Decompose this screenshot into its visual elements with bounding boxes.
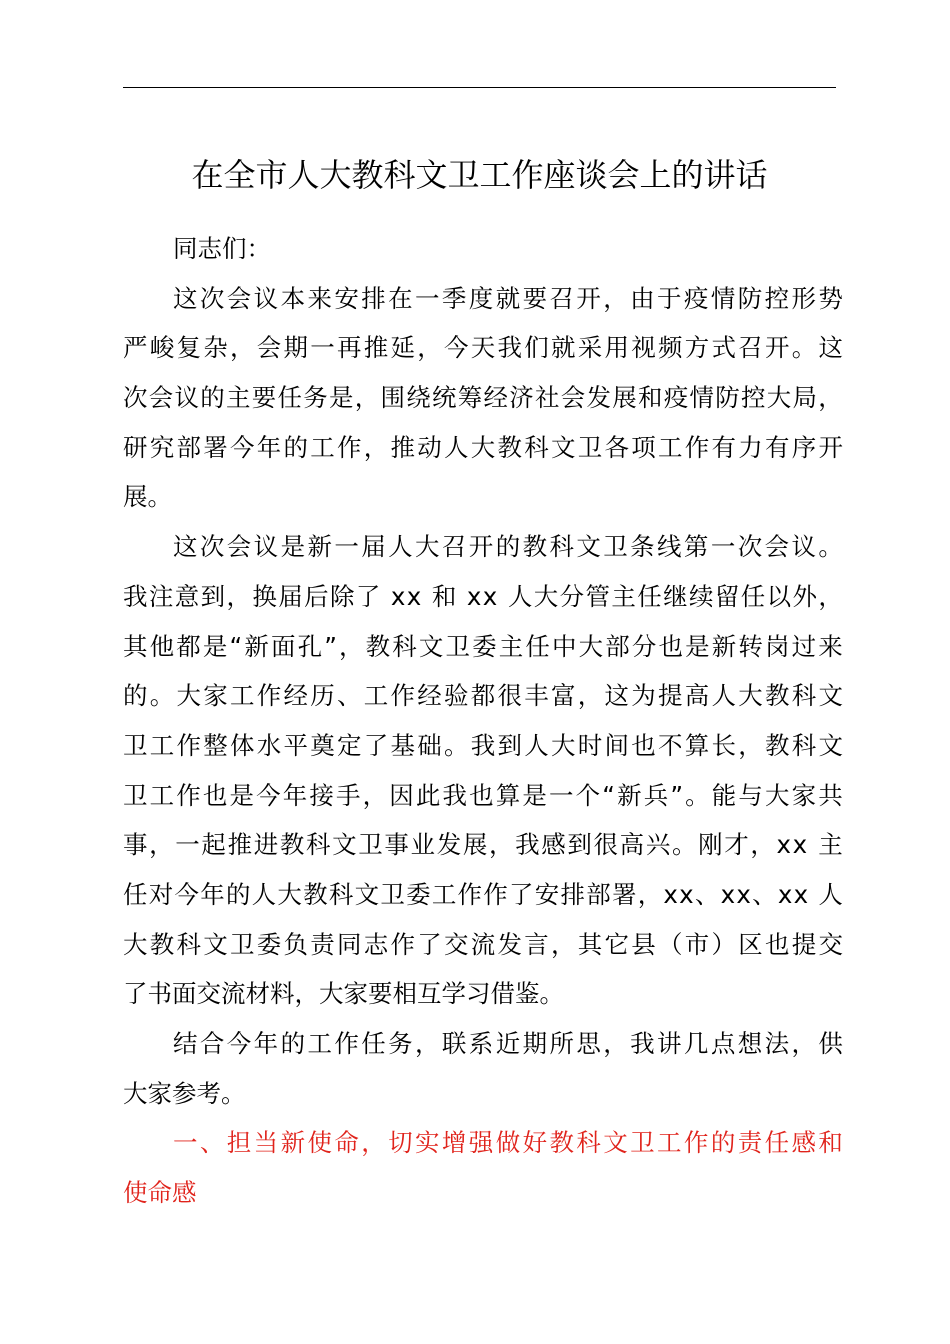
paragraph-line: 次 会 议 的 主 要 任 务 是 ， 围 绕 统 筹 经 济 社 会 发 展 和 疫 情 防 控 大 局 ，: [123, 383, 843, 413]
section-heading-line: 一 、 担 当 新 使 命 ， 切 实 增 强 做 好 教 科 文 卫 工 作 的 责 任 感 和: [173, 1128, 843, 1158]
paragraph-line: 卫 工 作 也 是 今 年 接 手 ， 因 此 我 也 算 是 一 个 “ 新 兵 ” 。 能 与 大 家 共: [123, 780, 843, 810]
paragraph-2: [123, 522, 843, 1019]
section-heading-line: 使命感: [123, 1178, 197, 1208]
document-title: 在全市人大教科文卫工作座谈会上的讲话: [191, 156, 768, 194]
paragraph-line: 这 次 会 议 是 新 一 届 人 大 召 开 的 教 科 文 卫 条 线 第 一 次 会 议 。: [173, 532, 843, 562]
paragraph-line: 大家参考。: [123, 1078, 246, 1108]
paragraph-line: 了书面交流材料，大家要相互学习借鉴。: [123, 979, 564, 1009]
paragraph-line: 展。: [123, 482, 172, 512]
paragraph-line: 结 合 今 年 的 工 作 任 务 ， 联 系 近 期 所 思 ， 我 讲 几 点 想 法 ， 供: [173, 1029, 843, 1058]
paragraph-1: [123, 274, 843, 522]
header-rule: [123, 87, 836, 88]
paragraph-line: 我 注 意 到 ， 换 届 后 除 了 x x 和 x x 人 大 分 管 主 任 继 续 留 任 以 外 ，: [123, 581, 843, 611]
paragraph-line: 的 。 大 家 工 作 经 历 、 工 作 经 验 都 很 丰 富 ， 这 为 提 高 人 大 教 科 文: [123, 681, 843, 711]
paragraph-3: [123, 1019, 843, 1118]
document-body: [123, 224, 843, 1218]
section-heading-1: [123, 1118, 843, 1217]
paragraph-line: 这 次 会 议 本 来 安 排 在 一 季 度 就 要 召 开 ， 由 于 疫 情 防 控 形 势: [173, 283, 843, 313]
paragraph-line: 研 究 部 署 今 年 的 工 作 ， 推 动 人 大 教 科 文 卫 各 项 工 作 有 力 有 序 开: [123, 432, 843, 462]
paragraph-line: 其 他 都 是 “ 新 面 孔 ” ， 教 科 文 卫 委 主 任 中 大 部 分 也 是 新 转 岗 过 来: [123, 631, 843, 661]
paragraph-line: 严 峻 复 杂 ， 会 期 一 再 推 延 ， 今 天 我 们 就 采 用 视 频 方 式 召 开 。 这: [123, 333, 843, 363]
paragraph-line: 事 ， 一 起 推 进 教 科 文 卫 事 业 发 展 ， 我 感 到 很 高 兴 。 刚 才 ， x x 主: [123, 830, 843, 860]
paragraph-line: 大 教 科 文 卫 委 负 责 同 志 作 了 交 流 发 言 ， 其 它 县 （ 市 ） 区 也 提 交: [123, 929, 843, 959]
salutation: 同志们：: [173, 234, 271, 263]
paragraph-line: 卫 工 作 整 体 水 平 奠 定 了 基 础 。 我 到 人 大 时 间 也 不 算 长 ， 教 科 文: [123, 730, 843, 760]
paragraph-line: 任 对 今 年 的 人 大 教 科 文 卫 委 工 作 作 了 安 排 部 署 ， x x 、 x x 、 x x 人: [123, 879, 843, 909]
